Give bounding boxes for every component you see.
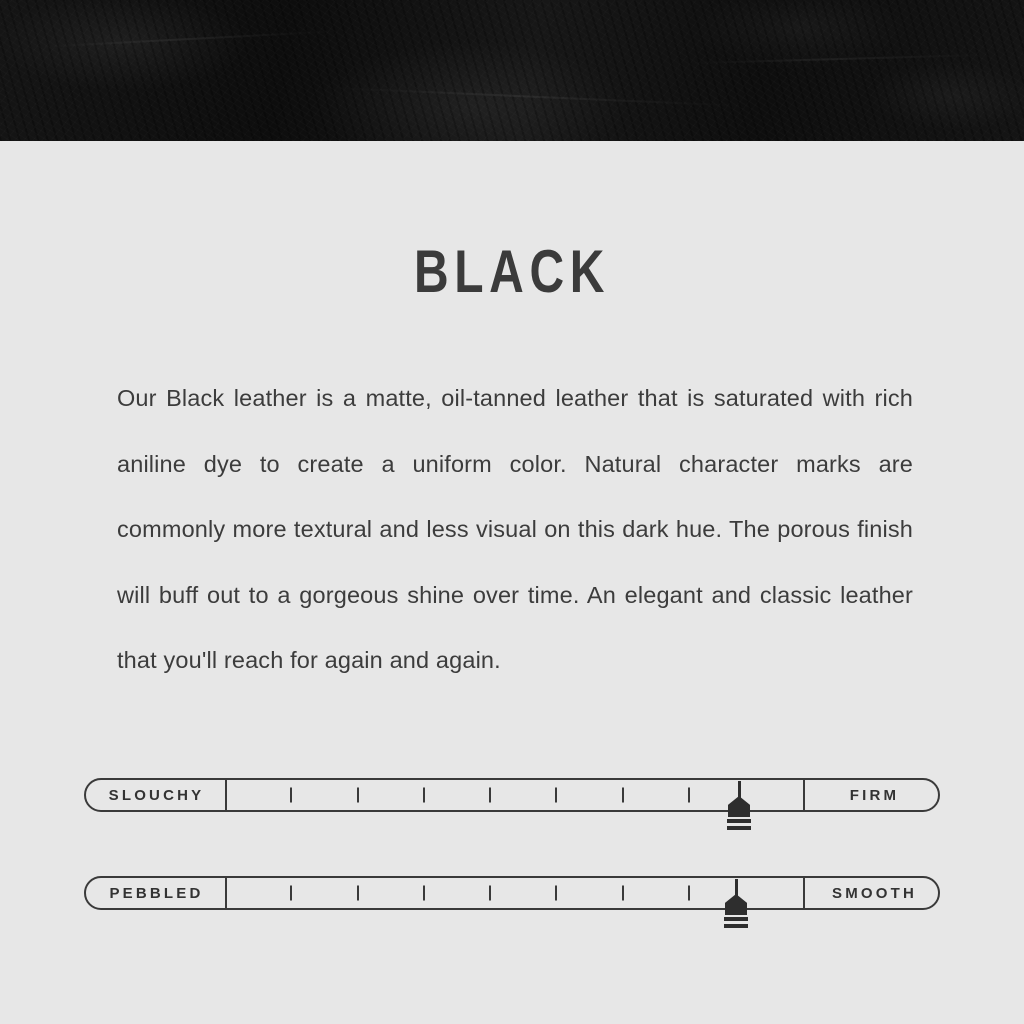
slider-tick — [688, 886, 690, 901]
marker-pointer-icon — [728, 796, 750, 817]
description-paragraph: Our Black leather is a matte, oil-tanned leather that is saturated with rich aniline dye to create a uniform color. Natural character marks are commonly more textural and less visual on this dark hue. The porous finish will buff out to a gorgeous shine over time. An elegant and classic leather that you'll reach for again and again. — [117, 385, 913, 673]
slider-tick — [489, 886, 491, 901]
slider-tick — [688, 788, 690, 803]
slider-ticks — [227, 778, 803, 812]
slider-marker[interactable] — [721, 879, 751, 931]
page-title: BLACK — [414, 238, 610, 305]
marker-bar — [724, 924, 748, 928]
slider-right-label: SMOOTH — [803, 876, 940, 910]
marker-bar — [727, 826, 751, 830]
slider-tick — [290, 886, 292, 901]
slider-slouchy-firm[interactable] — [84, 778, 940, 812]
slider-left-label: PEBBLED — [84, 876, 227, 910]
slider-tick — [622, 886, 624, 901]
slider-tick — [489, 788, 491, 803]
slider-tick — [357, 886, 359, 901]
black-leather-swatch — [0, 0, 1024, 141]
slider-ticks — [227, 876, 803, 910]
slider-tick — [290, 788, 292, 803]
slider-left-label: SLOUCHY — [84, 778, 227, 812]
slider-tick — [555, 886, 557, 901]
slider-right-label: FIRM — [803, 778, 940, 812]
slider-pebbled-smooth[interactable] — [84, 876, 940, 910]
slider-tick — [357, 788, 359, 803]
slider-marker[interactable] — [724, 781, 754, 833]
slider-tick — [622, 788, 624, 803]
marker-bar — [724, 917, 748, 921]
marker-bar — [727, 819, 751, 823]
leather-grain-texture — [0, 0, 1024, 141]
description-text — [117, 366, 913, 694]
slider-tick — [555, 788, 557, 803]
slider-tick — [423, 886, 425, 901]
slider-tick — [423, 788, 425, 803]
marker-pointer-icon — [725, 894, 747, 915]
